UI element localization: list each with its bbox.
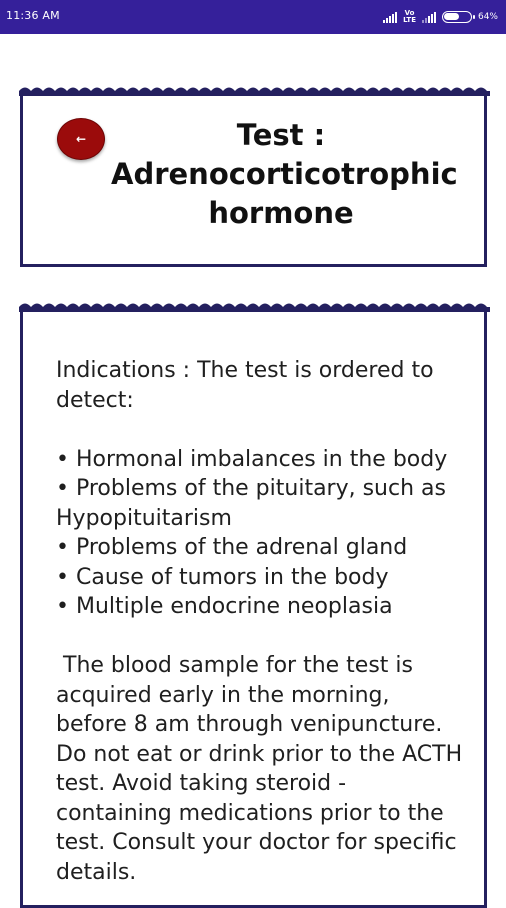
wave-path	[19, 304, 490, 313]
list-item: • Problems of the adrenal gland	[56, 533, 466, 563]
content-wave-border	[19, 290, 490, 312]
list-item: • Problems of the pituitary, such as Hypopituitarism	[56, 474, 466, 533]
page-title: Test : Adrenocorticotrophic hormone	[111, 118, 458, 230]
wave-path	[19, 88, 490, 97]
volte-icon: Vo LTE	[403, 9, 416, 24]
header-card	[20, 92, 487, 267]
header-wave-border	[19, 74, 490, 96]
battery-percentage: 64%	[477, 12, 498, 22]
list-item: • Hormonal imbalances in the body	[56, 445, 466, 475]
back-button[interactable]	[57, 118, 105, 160]
indications-list	[56, 445, 466, 622]
status-bar	[0, 0, 506, 34]
status-time: 11:36 AM	[6, 9, 60, 22]
battery-fill	[444, 13, 459, 20]
content-card	[20, 308, 487, 908]
arrow-left-icon: ←	[75, 132, 87, 146]
indications-intro: Indications : The test is ordered to detect:	[56, 358, 434, 413]
signal-strength-icon	[383, 11, 397, 23]
list-item: • Cause of tumors in the body	[56, 563, 466, 593]
signal-strength-secondary-icon	[422, 11, 436, 23]
battery-icon	[442, 11, 472, 23]
status-icons	[383, 7, 498, 27]
list-item: • Multiple endocrine neoplasia	[56, 592, 466, 622]
procedure-paragraph: The blood sample for the test is acquired early in the morning, before 8 am through venipuncture. Do not eat or drink prior to the ACTH test. Avoid taking steroid - containing medications prior to the test. Consult your doctor for specific details.	[56, 653, 470, 885]
test-description	[56, 356, 470, 887]
